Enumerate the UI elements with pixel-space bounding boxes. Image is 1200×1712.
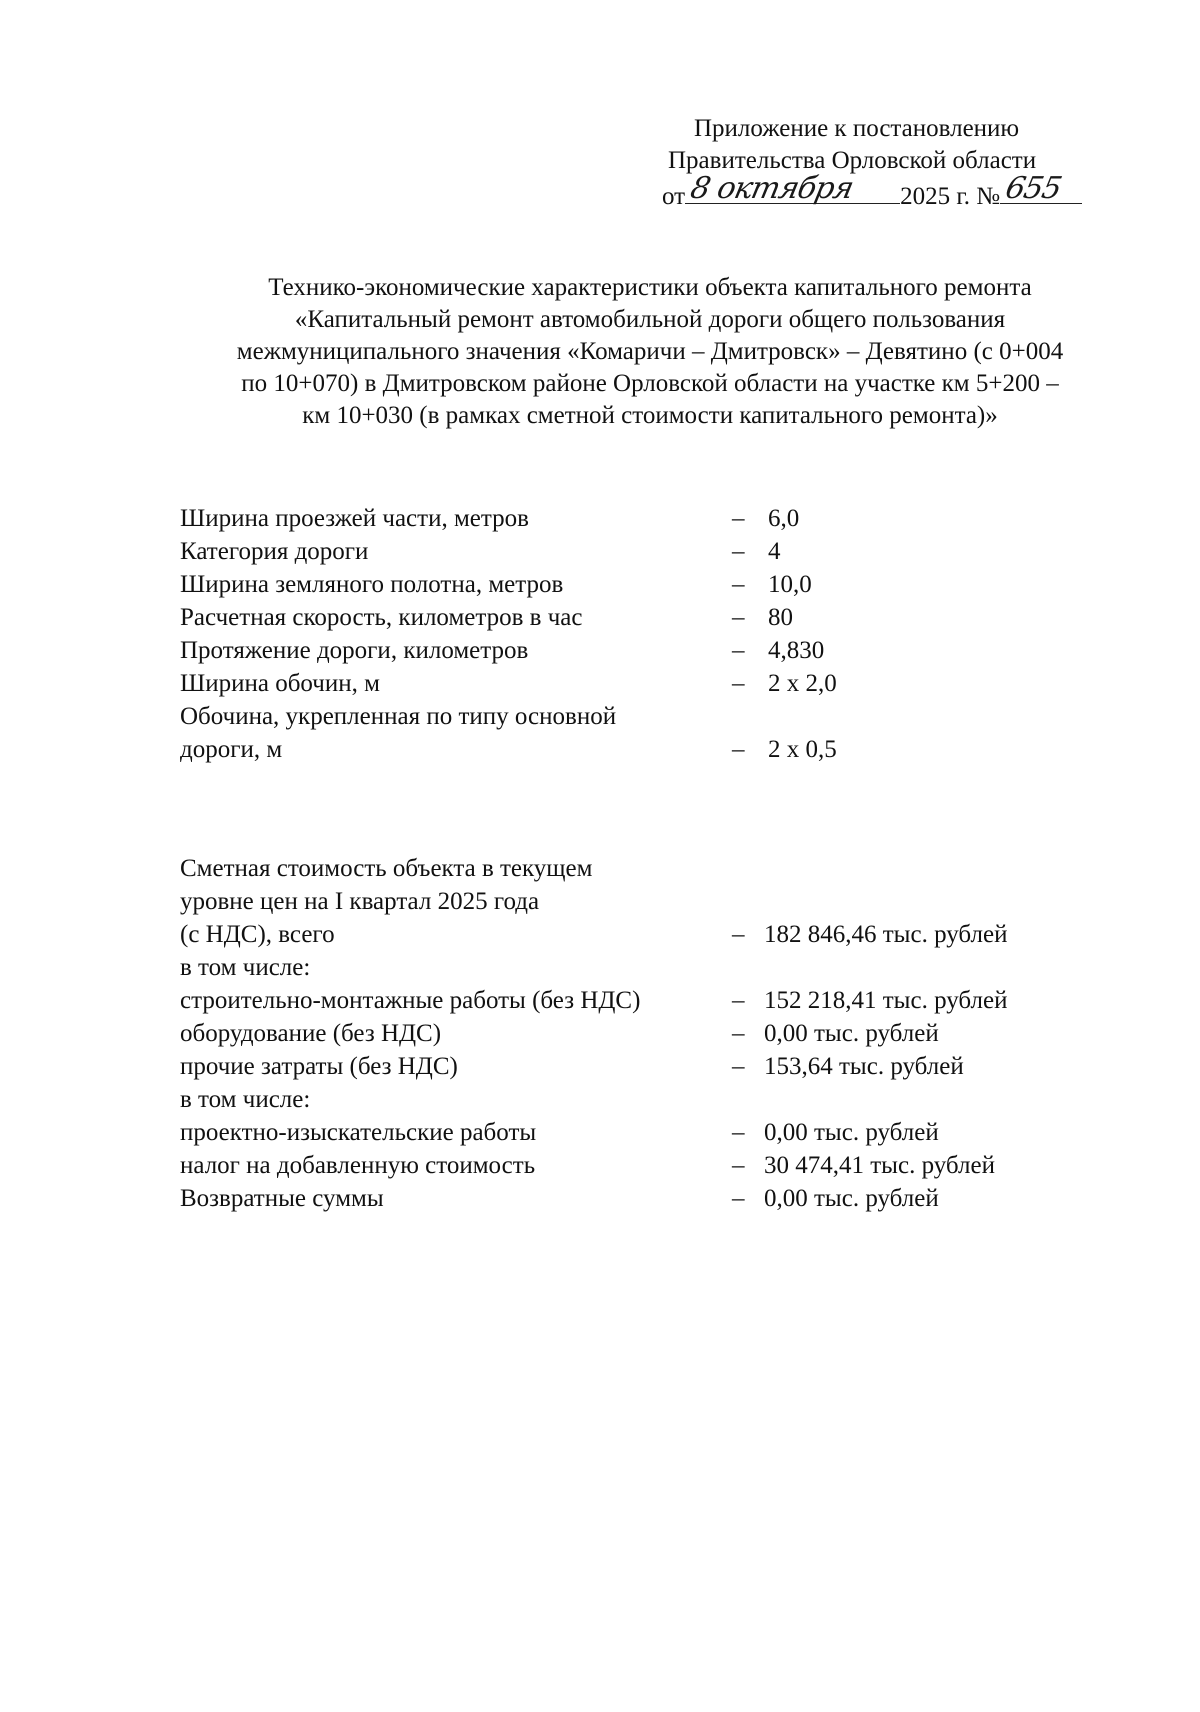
cost-label: Сметная стоимость объекта в текущем уровне цен на I квартал 2025 года (с НДС), всего — [180, 855, 593, 948]
cost-label: строительно-монтажные работы (без НДС) — [180, 987, 641, 1014]
dash: – — [732, 670, 745, 697]
parameter-label: Ширина проезжей части, метров — [180, 505, 529, 532]
parameter-value: 6,0 — [768, 505, 800, 532]
cost-value: 0,00 тыс. рублей — [764, 1185, 939, 1212]
dash: – — [732, 921, 745, 948]
parameter-row — [180, 601, 1080, 634]
government-line: Правительства Орловской области — [668, 147, 1037, 174]
cost-value: 0,00 тыс. рублей — [764, 1119, 939, 1146]
parameter-value: 4,830 — [768, 637, 825, 664]
parameter-row — [180, 667, 1080, 700]
number-field — [1000, 171, 1082, 206]
cost-label: Возвратные суммы — [180, 1185, 384, 1212]
cost-row — [180, 852, 1080, 951]
title-line: «Капитальный ремонт автомобильной дороги общего пользования — [294, 306, 1006, 333]
cost-label: оборудование (без НДС) — [180, 1020, 442, 1047]
dash: – — [732, 637, 745, 664]
dash: – — [732, 604, 745, 631]
cost-value: 30 474,41 тыс. рублей — [764, 1152, 995, 1179]
parameter-value: 80 — [768, 604, 793, 631]
parameter-row — [180, 535, 1080, 568]
parameters-list — [180, 502, 1080, 766]
date-prefix: от — [662, 183, 686, 210]
cost-value: 152 218,41 тыс. рублей — [764, 987, 1008, 1014]
date-number-line — [640, 171, 1110, 213]
parameter-label: Ширина обочин, м — [180, 670, 380, 697]
parameter-row — [180, 502, 1080, 535]
appendix-line: Приложение к постановлению — [694, 115, 1020, 142]
title-line: межмуниципального значения «Комаричи – Дмитровск» – Девятино (с 0+004 — [236, 338, 1064, 365]
dash: – — [732, 1119, 745, 1146]
cost-row — [180, 1182, 1080, 1215]
cost-label: проектно-изыскательские работы — [180, 1119, 537, 1146]
parameter-row — [180, 634, 1080, 667]
handwritten-number: 655 — [1002, 171, 1065, 206]
cost-value: 182 846,46 тыс. рублей — [764, 921, 1008, 948]
cost-row — [180, 951, 1080, 984]
parameter-label: Обочина, укрепленная по типу основной дороги, м — [180, 703, 617, 763]
parameter-label: Протяжение дороги, километров — [180, 637, 529, 664]
dash: – — [732, 987, 745, 1014]
parameter-value: 10,0 — [768, 571, 812, 598]
cost-row — [180, 1116, 1080, 1149]
cost-row — [180, 1149, 1080, 1182]
year-number-label: 2025 г. № — [900, 183, 1001, 210]
dash: – — [732, 736, 745, 763]
date-field — [685, 171, 900, 206]
cost-row — [180, 1083, 1080, 1116]
parameter-label: Ширина земляного полотна, метров — [180, 571, 564, 598]
parameter-row — [180, 568, 1080, 601]
parameter-label: Расчетная скорость, километров в час — [180, 604, 583, 631]
cost-label: прочие затраты (без НДС) — [180, 1053, 458, 1080]
parameter-value: 2 х 2,0 — [768, 670, 837, 697]
dash: – — [732, 1152, 745, 1179]
appendix-header — [640, 113, 1110, 213]
dash: – — [732, 1185, 745, 1212]
dash: – — [732, 505, 745, 532]
parameter-value: 2 х 0,5 — [768, 736, 837, 763]
handwritten-date: 8 октября — [687, 171, 857, 206]
cost-label: в том числе: — [180, 954, 311, 981]
dash: – — [732, 1053, 745, 1080]
cost-value: 0,00 тыс. рублей — [764, 1020, 939, 1047]
cost-label: налог на добавленную стоимость — [180, 1152, 536, 1179]
title-line: км 10+030 (в рамках сметной стоимости капитального ремонта)» — [302, 402, 998, 429]
dash: – — [732, 538, 745, 565]
parameter-value: 4 — [768, 538, 781, 565]
document-title — [150, 272, 1150, 432]
dash: – — [732, 1020, 745, 1047]
title-line: по 10+070) в Дмитровском районе Орловской области на участке км 5+200 – — [241, 370, 1059, 397]
cost-label: в том числе: — [180, 1086, 311, 1113]
cost-row — [180, 1017, 1080, 1050]
cost-row — [180, 1050, 1080, 1083]
parameter-row — [180, 700, 1080, 766]
title-line: Технико-экономические характеристики объекта капитального ремонта — [268, 274, 1032, 301]
cost-list — [180, 852, 1080, 1215]
cost-row — [180, 984, 1080, 1017]
dash: – — [732, 571, 745, 598]
cost-value: 153,64 тыс. рублей — [764, 1053, 964, 1080]
parameter-label: Категория дороги — [180, 538, 369, 565]
